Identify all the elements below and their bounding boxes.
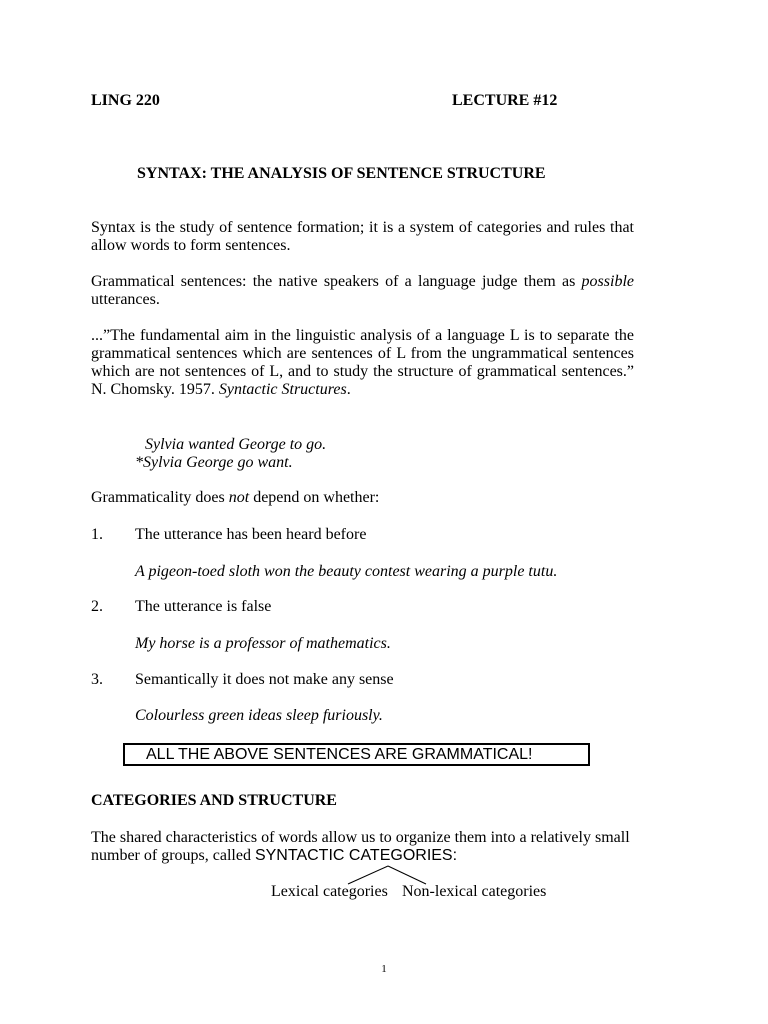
example-grammatical: Sylvia wanted George to go. — [145, 436, 327, 453]
course-code: LING 220 — [91, 92, 160, 109]
example-ungrammatical: *Sylvia George go want. — [135, 454, 293, 471]
grammaticality-end: depend on whether: — [249, 489, 380, 506]
branch-line-left — [348, 866, 388, 884]
intro-paragraph: Syntax is the study of sentence formation; it is a system of categories and rules that allow words to form sentences. — [91, 219, 634, 254]
list-item-text: The utterance has been heard before — [135, 526, 367, 543]
grammaticality-emphasis: not — [228, 489, 250, 506]
chomsky-quote-end: . — [346, 381, 351, 398]
section-paragraph-text: The shared characteristics of words allow us to organize them into a relatively small number of groups, called — [91, 829, 630, 864]
list-item-number: 3. — [91, 671, 103, 688]
lexical-categories-label: Lexical categories — [271, 883, 388, 900]
chomsky-quote-text: ...”The fundamental aim in the linguistic analysis of a language L is to separate the grammatical sentences which are sentences of L from the ungrammatical sentences which are not sentences of L, and to study the structure of grammatical sentences.” N. Chomsky. 1957. — [91, 327, 634, 398]
page-title: SYNTAX: THE ANALYSIS OF SENTENCE STRUCTURE — [137, 165, 546, 182]
grammaticality-text: Grammaticality does — [91, 489, 229, 506]
page-number: 1 — [381, 963, 387, 975]
section-heading: CATEGORIES AND STRUCTURE — [91, 792, 337, 809]
list-item-number: 1. — [91, 526, 103, 543]
list-item-example: Colourless green ideas sleep furiously. — [135, 707, 383, 724]
list-item-example: My horse is a professor of mathematics. — [135, 635, 391, 652]
grammatical-definition-emphasis: possible — [581, 273, 634, 290]
list-item-text: The utterance is false — [135, 598, 272, 615]
chomsky-book-title: Syntactic Structures — [218, 381, 347, 398]
grammatical-definition-end: utterances. — [91, 291, 160, 308]
syntactic-categories-term: SYNTACTIC CATEGORIES: — [254, 847, 458, 864]
list-item-example: A pigeon-toed sloth won the beauty contest wearing a purple tutu. — [135, 563, 558, 580]
grammatical-definition-text: Grammatical sentences: the native speakers of a language judge them as — [91, 273, 582, 290]
list-item-number: 2. — [91, 598, 103, 615]
branch-line-right — [388, 866, 426, 884]
lecture-number: LECTURE #12 — [452, 92, 558, 109]
boxed-note-text: ALL THE ABOVE SENTENCES ARE GRAMMATICAL! — [146, 746, 533, 763]
list-item-text: Semantically it does not make any sense — [135, 671, 394, 688]
non-lexical-categories-label: Non-lexical categories — [402, 883, 547, 900]
